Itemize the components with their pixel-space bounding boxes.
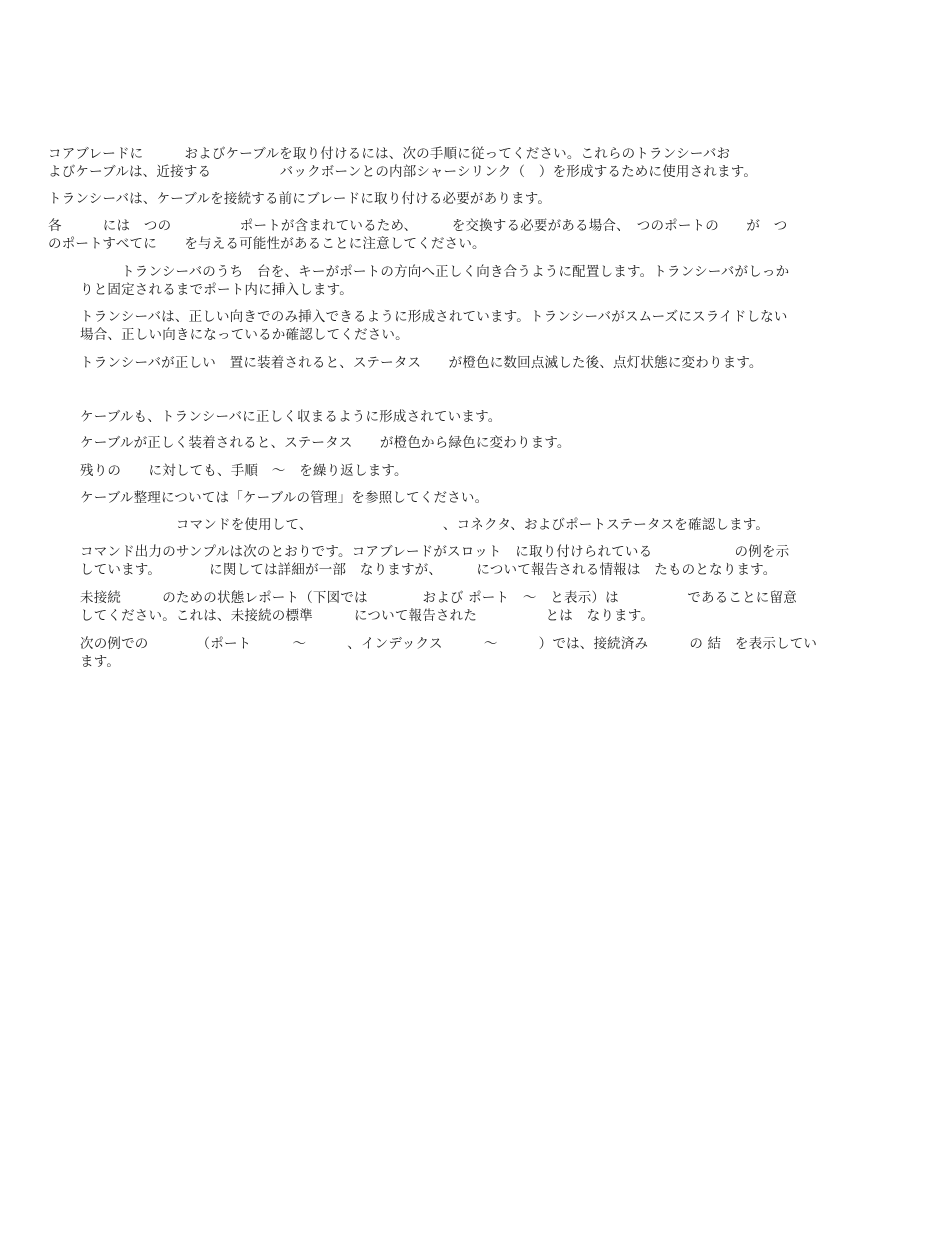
step-cable-led-note: [80, 434, 571, 452]
text-line: 未接続 のための状態レポート（下図では および ポート ～ と表示）は であることに留意: [80, 590, 797, 606]
text-line: トランシーバは、正しい向きでのみ挿入できるように形成されています。トランシーバがスムーズにスライドしない: [80, 309, 788, 325]
text-line: 次の例での （ポート ～ 、インデックス ～ ）では、接続済み の 結 を表示してい: [80, 636, 818, 652]
step-cable-management: [80, 489, 488, 507]
step-repeat: [80, 462, 408, 480]
text-line: コマンド出力のサンプルは次のとおりです。コアブレードがスロット に取り付けられている の例を示: [80, 544, 790, 560]
intro-paragraph: [48, 145, 757, 181]
text-line: コマンドを使用して、 、コネクタ、およびポートステータスを確認します。: [80, 517, 770, 533]
text-line: ケーブルが正しく装着されると、ステータス が橙色から緑色に変わります。: [80, 435, 571, 451]
text-line: のポートすべてに を与える可能性があることに注意してください。: [48, 236, 486, 252]
step-unconnected-report: [80, 589, 797, 625]
text-line: しています。 に関しては詳細が一部 なりますが、 について報告される情報は たものとなります。: [80, 562, 777, 578]
text-line: 残りの に対しても、手順 ～ を繰り返します。: [80, 463, 408, 479]
step-status-led-note: [80, 354, 763, 372]
step-verify-command: [80, 516, 769, 534]
text-line: 各 には つの ポートが含まれているため、 を交換する必要がある場合、 つのポートの が つ: [48, 218, 788, 234]
step-connected-example: [80, 635, 817, 671]
step-orientation-note: [80, 308, 788, 344]
text-line: トランシーバが正しい 置に装着されると、ステータス が橙色に数回点滅した後、点灯状態に変わります。: [80, 355, 763, 371]
text-line: ケーブル整理については「ケーブルの管理」を参照してください。: [80, 490, 489, 506]
install-note: [48, 190, 551, 208]
text-line: トランシーバのうち 台を、キーがポートの方向へ正しく向き合うように配置します。トランシーバがしっか: [80, 264, 790, 280]
text-line: トランシーバは、ケーブルを接続する前にブレードに取り付ける必要があります。: [48, 191, 552, 207]
text-line: 場合、正しい向きになっているか確認してください。: [80, 327, 409, 343]
text-line: してください。これは、未接続の標準 について報告された とは なります。: [80, 608, 655, 624]
ports-note: [48, 217, 787, 253]
step-cable-shape-note: [80, 408, 501, 426]
step-sample-output: [80, 543, 789, 579]
text-line: ケーブルも、トランシーバに正しく収まるように形成されています。: [80, 409, 502, 425]
step-insert-transceiver: [80, 263, 789, 299]
text-line: コアブレードに およびケーブルを取り付けるには、次の手順に従ってください。これらのトランシーバお: [48, 146, 731, 162]
text-line: りと固定されるまでポート内に挿入します。: [80, 282, 353, 298]
text-line: よびケーブルは、近接する バックボーンとの内部シャーシリンク（ ）を形成するために使用されます。: [48, 164, 758, 180]
text-line: ます。: [80, 654, 121, 670]
